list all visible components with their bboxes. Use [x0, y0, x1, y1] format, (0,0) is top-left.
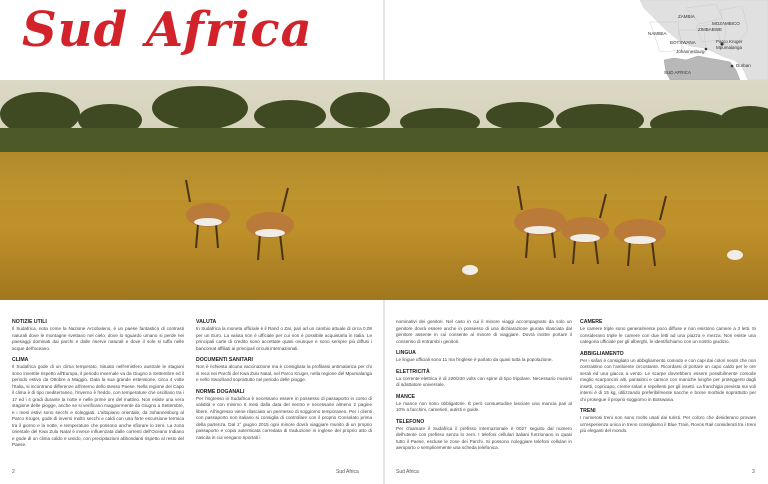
locator-map: [630, 0, 768, 80]
section-mance: [396, 394, 572, 414]
map-label-botswana: BOTSWANA: [670, 40, 696, 45]
safari-photo: [0, 80, 768, 300]
section-heading: TELEFONO: [396, 418, 425, 425]
section-notizie-utili: [12, 319, 184, 352]
map-label-mpumalanga: Mpumalanga: [716, 45, 743, 50]
section-heading: CAMERE: [580, 319, 603, 325]
section-continued: [396, 319, 572, 345]
section-heading: TRENI: [580, 408, 596, 414]
map-label-zambia: ZAMBIA: [678, 14, 695, 19]
footer-label-left: Sud Africa: [336, 469, 359, 475]
section-heading: VALUTA: [196, 319, 217, 325]
map-label-namibia: NAMIBIA: [648, 31, 667, 36]
section-telefono: [396, 419, 572, 452]
section-heading: NORME DOGANALI: [196, 388, 245, 395]
section-camere: [580, 319, 756, 346]
page-title: Sud Africa: [22, 2, 313, 58]
section-lingua: [396, 350, 572, 364]
section-body: Il Sudafrica, nota come la Nazione Arcobaleno, è un paese fantastico di contrasti naturali dove le montagne svettano nel cielo, dove lo sguardo umano si perde nei paesaggi dominati dai parchi e dalle riserve naturali e dove il sole si tuffa nelle acque dell'oceano.: [12, 326, 184, 351]
text-column-2: [196, 319, 372, 446]
page-number-left: 2: [12, 469, 15, 475]
section-heading: NOTIZIE UTILI: [12, 319, 47, 325]
map-label-sud-africa: SUD AFRICA: [664, 70, 692, 75]
section-elettricita: [396, 369, 572, 389]
section-clima: [12, 357, 184, 449]
gazelles-image: [0, 80, 768, 300]
section-heading: ELETTRICITÀ: [396, 368, 430, 375]
text-column-4: [580, 319, 756, 440]
section-heading: LINGUA: [396, 350, 416, 356]
section-body: Per l'ingresso in Sudafrica è necessario essere in possesso di passaporto in corso di validità e con minimo 6 mesi dalla data del rientro e necessarie almeno 2 pagine libere. All'ingresso viene rilasciato un permesso di soggiorno temporaneo. Per i clienti con passaporto non italiano si consiglia di controllare con il proprio Consolato prima della partenza. Dal 1° giugno 2015 ogni minore dovrà viaggiare munito di un proprio passaporto e copia autenticata corredata di traduzione in inglese del proprio atto di nascita in cui vengano riportati i: [196, 395, 372, 440]
section-body: I numerosi treni non sono molto usati dai turisti. Per coloro che desiderano provare un'esperienza unica in treno consigliamo il Blue Train, Rovos Rail considerati tra i treni più eleganti del mondo.: [580, 415, 756, 433]
map-label-parco-kruger: Parco Kruger: [716, 39, 743, 44]
section-heading: MANCE: [396, 393, 416, 400]
section-body: Non è richiesta alcuna vaccinazione ma è consigliata la profilassi antimalarica per chi si reca nei Parchi del Kwa Zulu Natal, nel Parco Kruger, nella regione del Mpumalanga e nello Swaziland soprattutto nel periodo delle piogge.: [196, 364, 372, 382]
text-column-1: [12, 319, 184, 454]
map-label-mozambico: MOZAMBICO: [712, 21, 740, 26]
map-label-johannesburg: Johannesburg: [676, 49, 705, 54]
section-body: Le camere triple sono generalmente poco diffuse e non esistono camere a 3 letti. Si considerano triple le camere con due letti ad una piazza e mezza. Non esiste una categoria ufficiale per gli alberghi, le identifichiamo con un nostro giudizio.: [580, 326, 756, 344]
page-number-right: 3: [752, 469, 755, 475]
section-heading: DOCUMENTI SANITARI: [196, 357, 253, 363]
section-body: Il Sudafrica gode di un clima temperato. Situato nell'emisfero australe le stagioni sono invertite rispetto all'Europa, il periodo invernale va da Giugno a Settembre ed il periodo estivo da Ottobre a Maggio. Data la sua grande estensione, circa 4 volte l'Italia, si incontrano differenze all'interno dello stesso Paese. Nella regione del Capo il clima è di tipo mediterraneo, l'inverno è freddo, con temperature che oscillano tra i 17 ed i 4 gradi durante la notte e nelle prime ore del mattino. Non esiste una vera stagione delle piogge, anche se si verificano maggiormente da Giugno a Settembre, e i mesi estivi sono secchi e soleggiati. L'altopiano orientale, da Johannesburg al Parco Kruger, gode di inverni molto secchi e caldi con una forte escursione termica tra il giorno e la notte, e temperature che possono anche sfiorare lo zero. La zona orientale del Kwa Zulu Natal è invece influenzata dalle correnti dell'Oceano Indiano e gode di un clima caldo e umido, con precipitazioni abbondanti rispetto al resto del Paese.: [12, 364, 184, 447]
section-body: La corrente elettrica è di 220/230 volts con spine di tipo tripolare. Necessario munirsi di adattatore universale.: [396, 375, 572, 387]
section-body: Le mance non sono obbligatorie. È però consuetudine lasciare una mancia pari al 10% a facchini, camerieri, autisti e guide.: [396, 400, 572, 412]
section-body: In Sudafrica la moneta ufficiale è il Rand o Zar, pari ad un cambio attuale di circa 0,08 per un Euro. La valuta non è ufficiale per cui non è possibile acquistarla in Italia. Le principali carte di credito sono accettate quasi ovunque e sono sempre più diffusi i bancomat affiliati ai principali circuiti internazionali.: [196, 326, 372, 351]
section-valuta: [196, 319, 372, 352]
section-norme-doganali: [196, 389, 372, 442]
section-heading: CLIMA: [12, 357, 29, 363]
map-label-zimbabwe: ZIMBABWE: [698, 27, 723, 32]
section-treni: [580, 408, 756, 435]
map-label-durban: Durban: [736, 63, 751, 68]
text-column-3: [396, 319, 572, 457]
section-abbigliamento: [580, 351, 756, 404]
section-body: Per chiamare il Sudafrica il prefisso internazionale è 0027 seguito dal numero dell'utente con prefisso senza lo zero. I telefoni cellulari italiani funzionano in quasi tutto il Paese, escluse le zone dei Parchi. Si possono noleggiare telefoni cellulari in aeroporto o semplicemente una scheda telefonica.: [396, 425, 572, 450]
section-body: nominativi dei genitori. Nel caso in cui il minore viaggi accompagnato da solo un genitore dovrà essere anche in possesso di una dichiarazione giurata rilasciata dal genitore assente in cui consente al minore di viaggiare. Dovrà inoltre portare il consenso di entrambi i genitori.: [396, 319, 572, 344]
footer-label-right: Sud Africa: [396, 469, 419, 475]
section-body: Per i safari è consigliato un abbigliamento comodo e con capi dai colori neutri che non contrastino con l'ambiente circostante. Ricordarsi di portare un capo caldo per le ore serali ed una giacca a vento. Le scarpe dovrebbero essere possibilmente comode meglio scarponcini alti, pantaloni e camice con maniche lunghe per proteggersi dagli insetti, copricapo, creme solari e repellenti per gli insetti. La franchigia prevista sui voli interni è di 15 kg, utilizzando preferibilmente sacche e borse morbide soprattutto per chi prosegue il proprio soggiorno in Botswana.: [580, 357, 756, 402]
section-documenti-sanitari: [196, 357, 372, 384]
section-heading: ABBIGLIAMENTO: [580, 350, 624, 357]
section-body: Le lingue ufficiali sono 11 ma l'inglese è parlato da quasi tutta la popolazione.: [396, 357, 553, 362]
